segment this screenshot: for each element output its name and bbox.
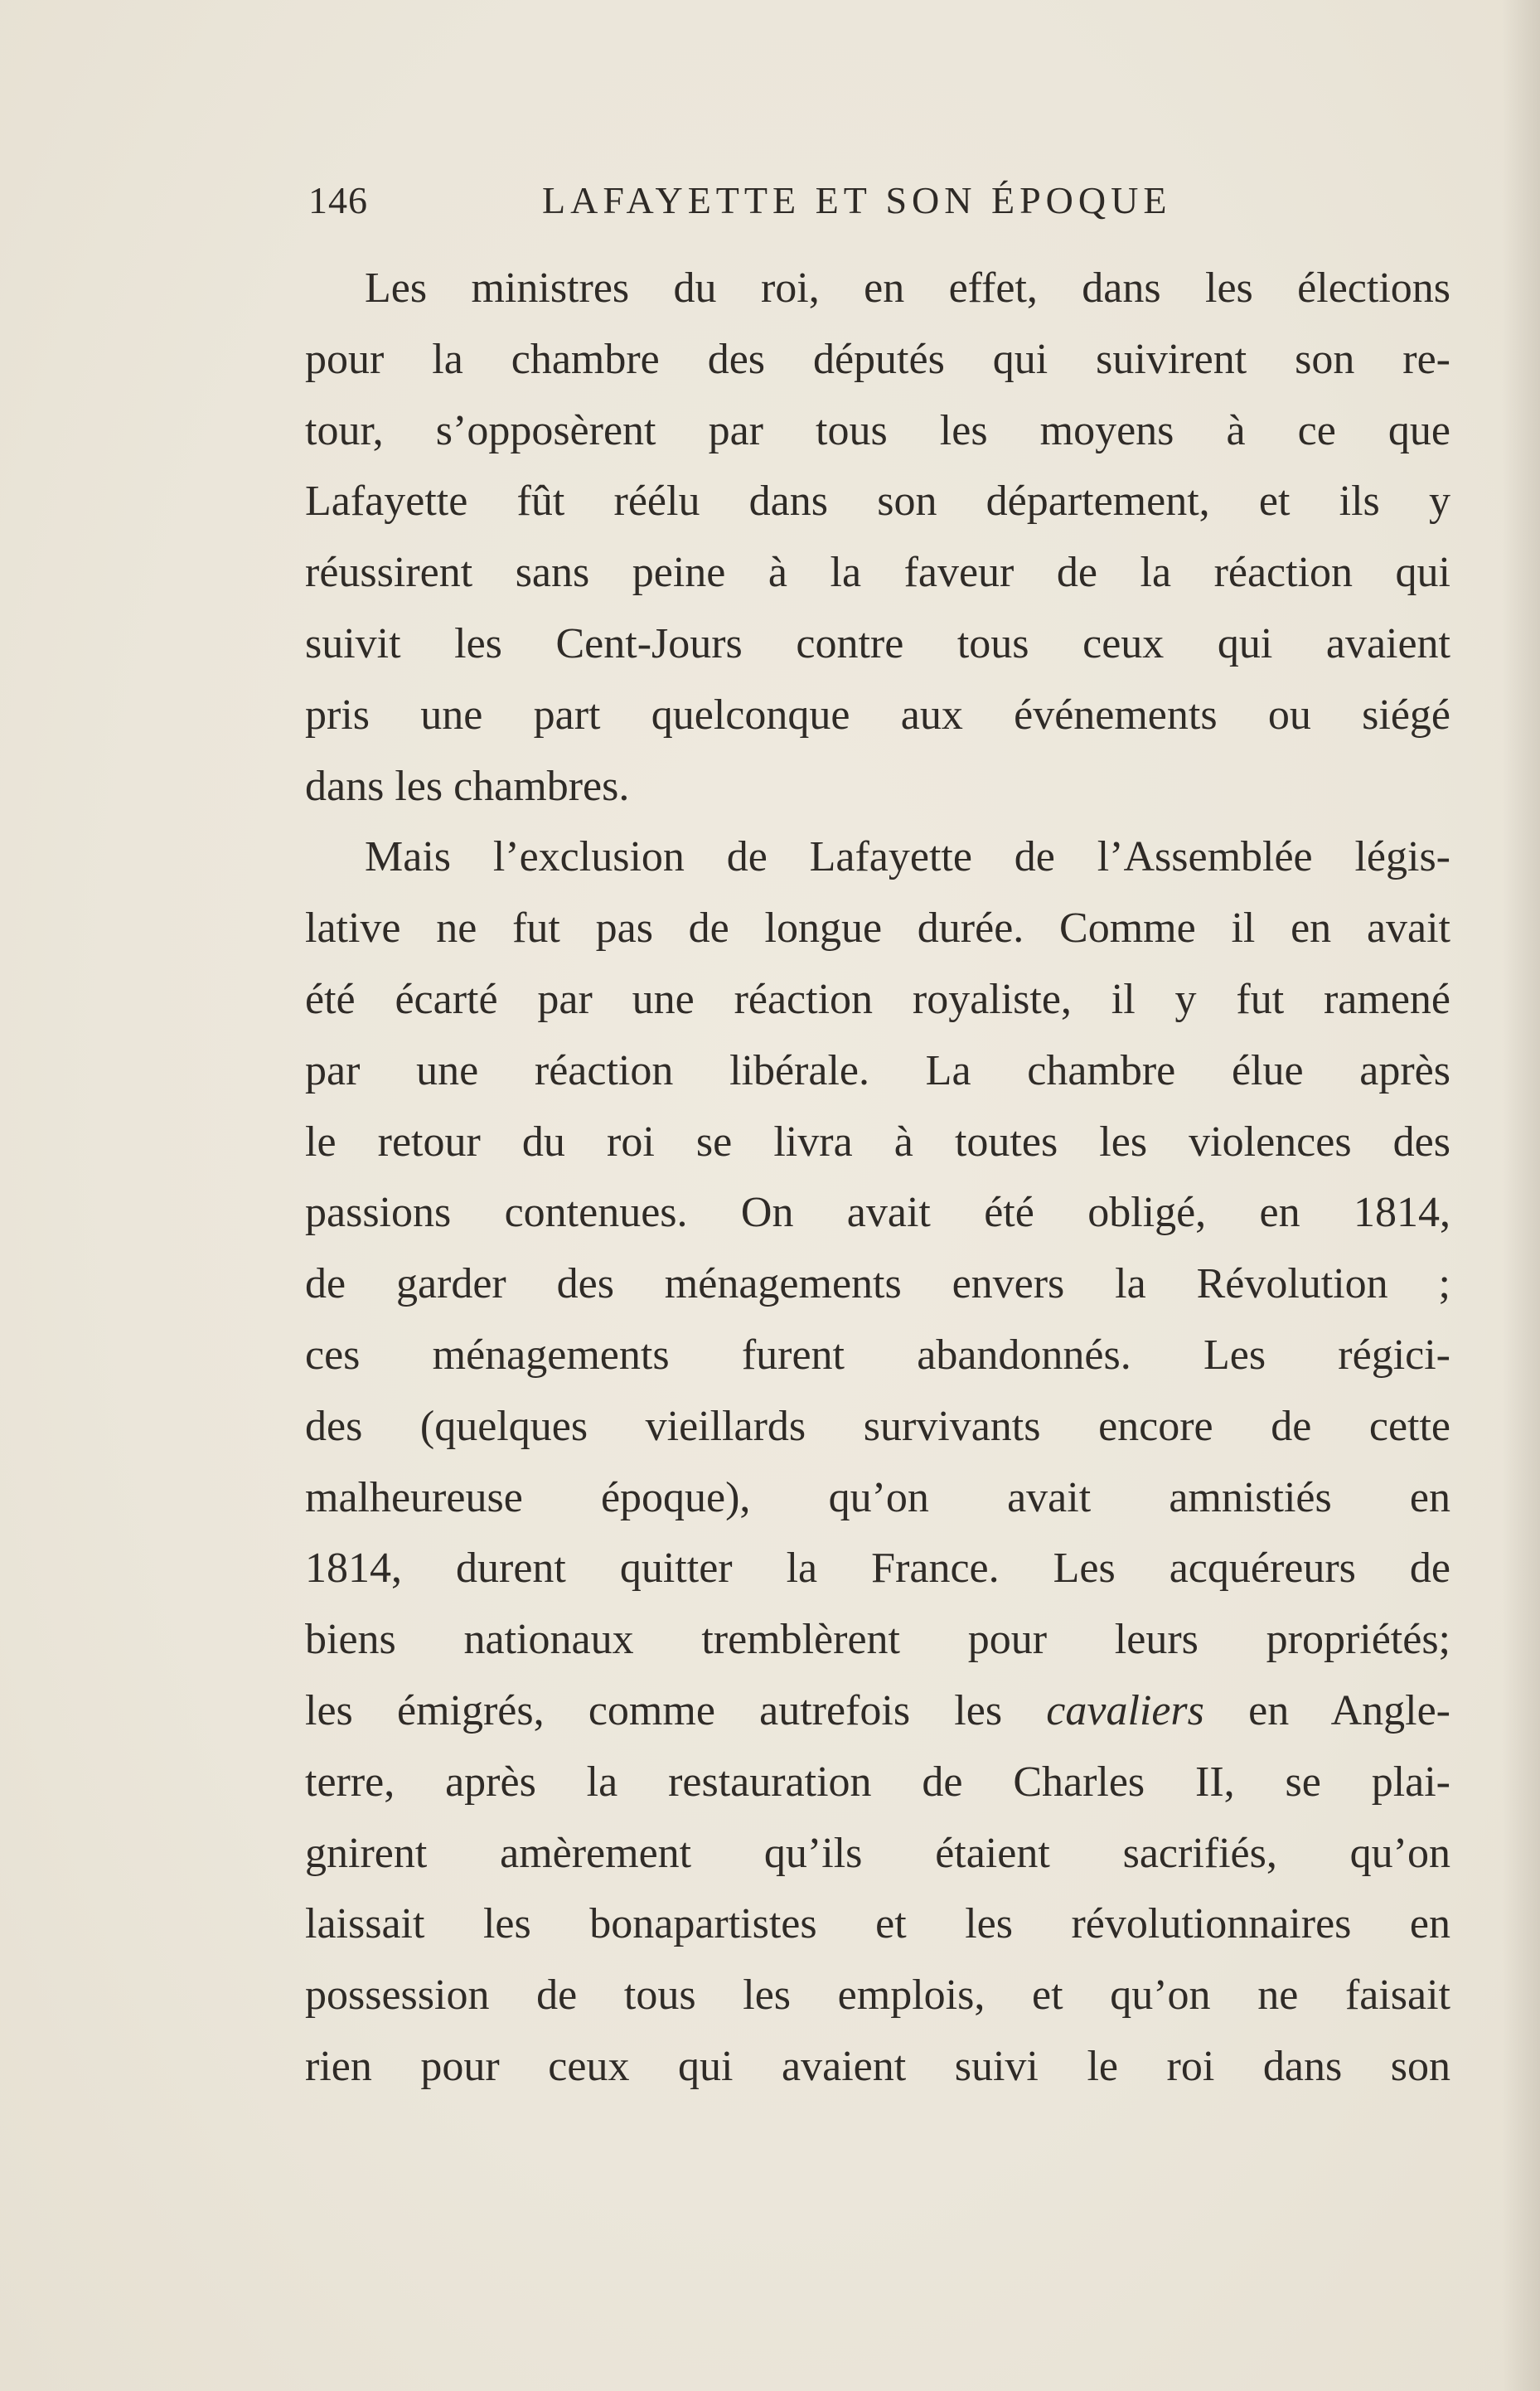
- text-line: gnirent amèrement qu’ils étaient sacrifiés, qu’on: [305, 1829, 1450, 1877]
- text-line: laissait les bonapartistes et les révolutionnaires en: [305, 1900, 1450, 1948]
- text-line: possession de tous les emplois, et qu’on ne faisait: [305, 1971, 1450, 2020]
- italic-word: cavaliers: [1046, 1686, 1204, 1734]
- text-line: biens nationaux tremblèrent pour leurs propriétés;: [305, 1616, 1450, 1664]
- text-line: ces ménagements furent abandonnés. Les régici-: [305, 1331, 1450, 1379]
- page-edge-shadow: [1502, 0, 1540, 2391]
- text-line: dans les chambres.: [305, 762, 630, 810]
- text-line: tour, s’opposèrent par tous les moyens à ce que: [305, 406, 1450, 454]
- running-header: [308, 178, 1228, 236]
- text-line: Mais l’exclusion de Lafayette de l’Assemblée légis-: [365, 833, 1450, 881]
- text-line: le retour du roi se livra à toutes les violences des: [305, 1118, 1450, 1166]
- text-line: réussirent sans peine à la faveur de la réaction qui: [305, 549, 1450, 597]
- text-line: Lafayette fût réélu dans son département, et ils y: [305, 478, 1450, 526]
- text-line: pris une part quelconque aux événements ou siégé: [305, 691, 1450, 739]
- text-line: été écarté par une réaction royaliste, il y fut ramené: [305, 975, 1450, 1023]
- text-line: malheureuse époque), qu’on avait amnistiés en: [305, 1473, 1450, 1521]
- text-segment: les émigrés, comme autrefois les: [305, 1686, 1047, 1734]
- text-line: des (quelques vieillards survivants encore de cette: [305, 1402, 1450, 1450]
- text-line: 1814, durent quitter la France. Les acquéreurs de: [305, 1545, 1450, 1593]
- text-line: de garder des ménagements envers la Révolution ;: [305, 1260, 1450, 1308]
- text-line: passions contenues. On avait été obligé, en 1814,: [305, 1189, 1450, 1237]
- page-number: 146: [308, 179, 368, 221]
- text-line: rien pour ceux qui avaient suivi le roi dans son: [305, 2042, 1450, 2090]
- text-line: Les ministres du roi, en effet, dans les élections: [365, 264, 1450, 312]
- text-line: lative ne fut pas de longue durée. Comme il en avait: [305, 905, 1450, 953]
- text-line: suivit les Cent-Jours contre tous ceux qui avaient: [305, 619, 1450, 667]
- text-line: [305, 1676, 1450, 1747]
- text-line: pour la chambre des députés qui suivirent son re-: [305, 335, 1450, 383]
- text-line: terre, après la restauration de Charles II, se plai-: [305, 1758, 1450, 1806]
- text-segment: en Angle-: [1203, 1686, 1450, 1734]
- body-text: [305, 253, 1450, 2102]
- text-line: par une réaction libérale. La chambre élue après: [305, 1046, 1450, 1094]
- running-title: LAFAYETTE ET SON ÉPOQUE: [542, 179, 1172, 221]
